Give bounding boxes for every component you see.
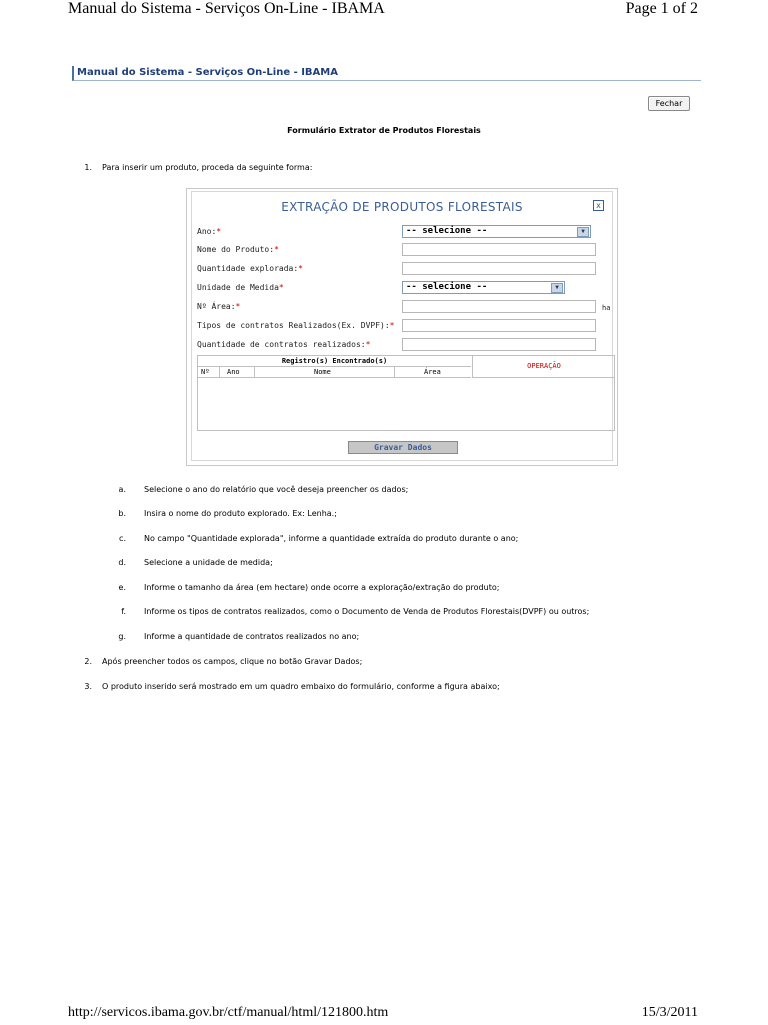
col-header-ano: Ano (227, 368, 240, 376)
list-text: No campo "Quantidade explorada", informe a quantidade extraída do produto durante o ano; (144, 534, 519, 543)
list-text: Informe os tipos de contratos realizados, como o Documento de Venda de Produtos Florestais(DVPF) ou outros; (144, 607, 590, 616)
label-unidade: Unidade de Medida* (197, 283, 284, 292)
nome-produto-input[interactable] (402, 243, 596, 256)
list-number: 1. (84, 163, 92, 172)
list-number: 2. (84, 657, 92, 666)
label-tipos-contratos: Tipos de contratos Realizados(Ex. DVPF):* (197, 321, 395, 330)
list-text: Insira o nome do produto explorado. Ex: Lenha.; (144, 509, 337, 518)
list-letter: c. (119, 534, 126, 543)
list-text: Selecione a unidade de medida; (144, 558, 273, 567)
list-text: O produto inserido será mostrado em um quadro embaixo do formulário, conforme a figura abaixo; (102, 682, 500, 691)
print-header-page: Page 1 of 2 (625, 0, 698, 17)
grid-column-headers (198, 367, 471, 378)
unidade-select[interactable] (402, 281, 565, 294)
col-header-nome: Nome (314, 368, 331, 376)
site-title: Manual do Sistema - Serviços On-Line - IBAMA (72, 66, 701, 81)
col-header-area: Área (424, 368, 441, 376)
label-qtd-contratos: Quantidade de contratos realizados:* (197, 340, 371, 349)
doc-title: Formulário Extrator de Produtos Florestais (287, 126, 481, 135)
list-letter: b. (118, 509, 126, 518)
area-unit: ha (602, 304, 611, 312)
quantidade-input[interactable] (402, 262, 596, 275)
chevron-down-icon: ▼ (577, 227, 589, 237)
print-header (68, 0, 698, 22)
list-text: Informe a quantidade de contratos realizados no ano; (144, 632, 360, 641)
list-letter: e. (118, 583, 126, 592)
form-title: EXTRAÇÃO DE PRODUTOS FLORESTAIS (281, 200, 523, 214)
save-button[interactable]: Gravar Dados (348, 441, 458, 454)
ano-select-value: -- selecione -- (406, 226, 488, 236)
label-nome-produto: Nome do Produto:* (197, 245, 279, 254)
list-letter: a. (118, 485, 126, 494)
label-area: Nº Área:* (197, 302, 241, 311)
grid-operation-header: OPERAÇÃO (472, 356, 615, 378)
print-footer-url: http://servicos.ibama.gov.br/ctf/manual/html/121800.htm (68, 1005, 389, 1020)
print-footer-date: 15/3/2011 (641, 1005, 698, 1020)
list-text: Após preencher todos os campos, clique no botão Gravar Dados; (102, 657, 363, 666)
close-button[interactable]: Fechar (648, 96, 690, 111)
chevron-down-icon: ▼ (551, 283, 563, 293)
print-footer (68, 1005, 698, 1025)
area-input[interactable] (402, 300, 596, 313)
print-header-title: Manual do Sistema - Serviços On-Line - IBAMA (68, 0, 385, 17)
list-letter: g. (118, 632, 126, 641)
label-quantidade: Quantidade explorada:* (197, 264, 303, 273)
form-screenshot (186, 188, 618, 466)
grid-group-header: Registro(s) Encontrado(s) (198, 356, 471, 367)
list-letter: f. (121, 607, 126, 616)
records-grid (197, 355, 615, 431)
unidade-select-value: -- selecione -- (406, 282, 488, 292)
list-text: Informe o tamanho da área (em hectare) onde ocorre a exploração/extração do produto; (144, 583, 500, 592)
list-number: 3. (84, 682, 92, 691)
close-icon[interactable]: x (593, 200, 604, 211)
label-ano: Ano:* (197, 227, 222, 236)
qtd-contratos-input[interactable] (402, 338, 596, 351)
list-text: Para inserir um produto, proceda da seguinte forma: (102, 163, 313, 172)
list-text: Selecione o ano do relatório que você deseja preencher os dados; (144, 485, 409, 494)
form-panel (191, 191, 613, 461)
tipos-contratos-input[interactable] (402, 319, 596, 332)
list-letter: d. (118, 558, 126, 567)
ano-select[interactable] (402, 225, 591, 238)
col-header-num: Nº (201, 368, 210, 376)
